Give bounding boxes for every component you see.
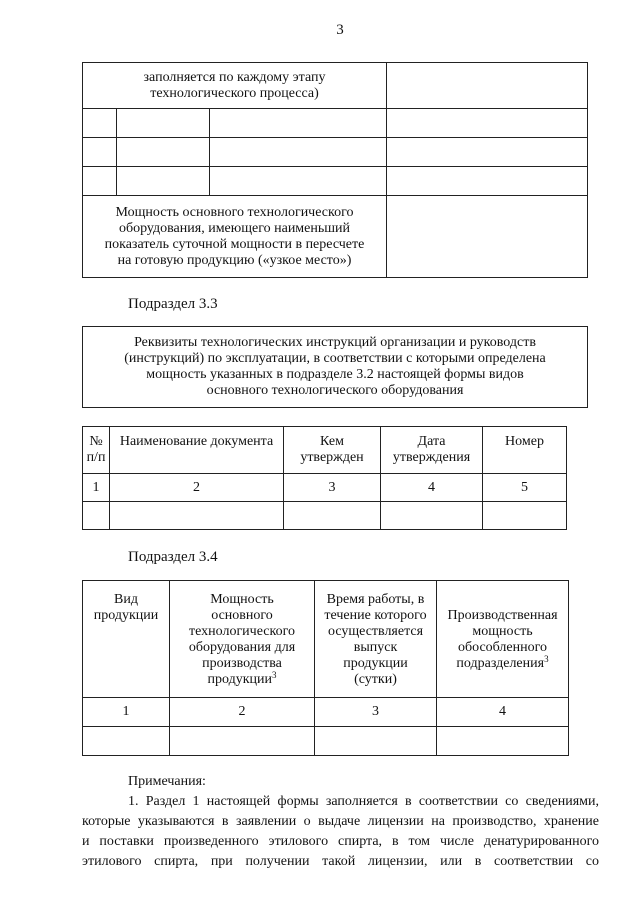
index-cell: 2 — [110, 474, 284, 502]
header-work-time-line: (сутки) — [354, 672, 397, 687]
header-capacity-line: основного — [211, 608, 273, 623]
header-production-capacity-word: подразделения — [456, 656, 545, 671]
capacity-label-line: оборудования, имеющего наименьший — [118, 221, 351, 236]
header-production-capacity-line: Производственная — [447, 608, 558, 623]
header-production-capacity — [437, 581, 569, 698]
notes-line: 1. Раздел 1 настоящей формы заполняется в соответствии со сведениями, — [128, 794, 599, 809]
subsection-3-3-heading: Подраздел 3.3 — [128, 296, 218, 312]
page-number: 3 — [336, 22, 344, 38]
capacity-label-line: показатель суточной мощности в пересчете — [104, 237, 365, 252]
header-capacity-line: оборудования для — [188, 640, 296, 655]
header-production-capacity-line: обособленного — [457, 640, 548, 655]
index-cell: 5 — [483, 474, 567, 502]
index-row — [83, 698, 569, 727]
header-production-capacity-line — [437, 656, 568, 672]
capacity-label-line: на готовую продукцию («узкое место») — [117, 253, 352, 268]
header-approval-date — [381, 427, 483, 474]
header-work-time-line: течение которого — [324, 608, 427, 623]
header-approved-by-line: Кем — [320, 434, 344, 449]
header-approved-by — [284, 427, 381, 474]
header-num — [83, 427, 110, 474]
header-work-time — [315, 581, 437, 698]
notes-line: и поставки произведенного этилового спирта, в том числе денатурированного — [82, 834, 599, 849]
index-cell: 3 — [284, 474, 381, 502]
table-cell — [83, 727, 170, 756]
table-cell — [210, 109, 387, 138]
table-cell — [210, 138, 387, 167]
index-cell: 1 — [83, 698, 170, 727]
table-cell — [284, 502, 381, 530]
header-number-text: Номер — [505, 434, 544, 449]
table-row — [83, 727, 569, 756]
header-approval-date-line: Дата — [417, 434, 446, 449]
table-cell — [83, 502, 110, 530]
instructions-requisites-box — [82, 326, 588, 408]
table-cell — [170, 727, 315, 756]
header-capacity-line: производства — [202, 656, 282, 671]
header-num-line: № — [89, 434, 103, 449]
capacity-table — [82, 62, 588, 278]
notes-line: этилового спирта, при получении такой лицензии, или в соответствии со — [82, 854, 599, 869]
table-cell — [83, 167, 117, 196]
table-cell — [117, 167, 210, 196]
table-cell — [381, 502, 483, 530]
table-cell — [110, 502, 284, 530]
index-row — [83, 474, 567, 502]
stage-fill-note-line: технологического процесса) — [150, 86, 319, 101]
capacity-label-line: Мощность основного технологического — [115, 205, 354, 220]
requisites-line: мощность указанных в подразделе 3.2 настоящей формы видов — [146, 367, 524, 382]
header-document-name — [110, 427, 284, 474]
header-capacity-line — [170, 672, 314, 688]
footnote-marker: 3 — [272, 670, 277, 680]
header-approved-by-line: утвержден — [300, 450, 364, 465]
table-cell — [387, 167, 588, 196]
header-product-type-line: продукции — [93, 608, 159, 623]
table-cell — [83, 109, 117, 138]
requisites-line: основного технологического оборудования — [206, 383, 464, 398]
header-production-capacity-line: мощность — [472, 624, 533, 639]
header-document-name-text: Наименование документа — [119, 434, 274, 449]
table-cell — [387, 109, 588, 138]
notes-section — [82, 774, 599, 870]
table-cell — [315, 727, 437, 756]
header-number — [483, 427, 567, 474]
stage-fill-note-cell — [83, 63, 387, 109]
footnote-marker: 3 — [544, 654, 549, 664]
header-capacity-line: Мощность — [210, 592, 274, 607]
requisites-line: Реквизиты технологических инструкций организации и руководств — [134, 335, 536, 350]
production-capacity-table — [82, 580, 569, 756]
table-cell — [117, 109, 210, 138]
notes-line: которые указываются в заявлении о выдаче лицензии на производство, хранение — [82, 814, 599, 829]
table-cell — [437, 727, 569, 756]
instructions-table — [82, 426, 567, 530]
index-cell: 1 — [83, 474, 110, 502]
header-work-time-line: осуществляется — [327, 624, 424, 639]
header-num-line: п/п — [86, 450, 106, 465]
capacity-label-cell — [83, 196, 387, 278]
header-capacity-line: технологического — [189, 624, 295, 639]
header-equipment-capacity — [170, 581, 315, 698]
subsection-3-4-heading: Подраздел 3.4 — [128, 549, 218, 565]
requisites-line: (инструкций) по эксплуатации, в соответствии с которыми определена — [124, 351, 546, 366]
stage-fill-note-line: заполняется по каждому этапу — [143, 70, 326, 85]
header-work-time-line: Время работы, в — [326, 592, 425, 607]
header-product-type-line: Вид — [114, 592, 138, 607]
table-row — [83, 167, 588, 196]
header-product-type — [83, 581, 170, 698]
table-cell — [387, 196, 588, 278]
table-cell — [387, 63, 588, 109]
table-row — [83, 502, 567, 530]
notes-title: Примечания: — [128, 774, 206, 789]
table-cell — [210, 167, 387, 196]
header-work-time-line: выпуск — [353, 640, 398, 655]
table-cell — [483, 502, 567, 530]
index-cell: 4 — [437, 698, 569, 727]
header-work-time-line: продукции — [343, 656, 408, 671]
header-approval-date-line: утверждения — [392, 450, 471, 465]
index-cell: 4 — [381, 474, 483, 502]
table-row — [83, 109, 588, 138]
index-cell: 3 — [315, 698, 437, 727]
table-row — [83, 138, 588, 167]
table-cell — [117, 138, 210, 167]
table-cell — [83, 138, 117, 167]
header-capacity-word: продукции — [207, 672, 272, 687]
index-cell: 2 — [170, 698, 315, 727]
table-cell — [387, 138, 588, 167]
